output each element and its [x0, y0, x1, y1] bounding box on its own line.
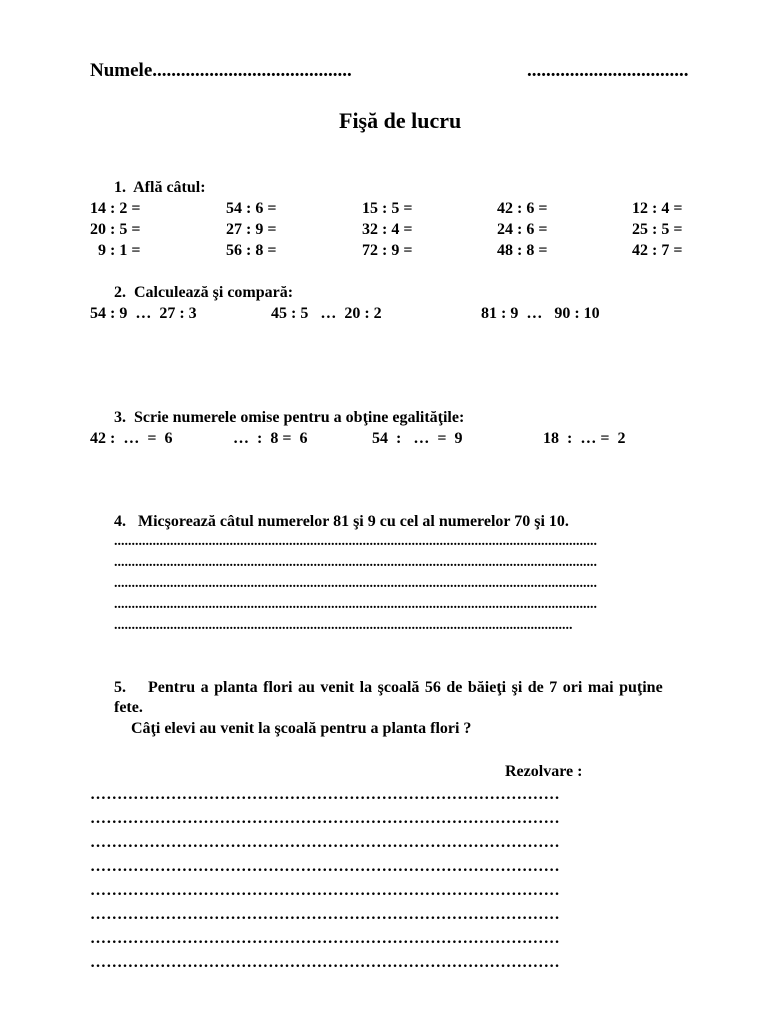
solution-line: …………………………………………………………………………… — [90, 858, 560, 875]
answer-line: .......................................................................................................................................... — [114, 534, 597, 549]
ex1-cell: 14 : 2 = — [90, 200, 141, 217]
solution-line: …………………………………………………………………………… — [90, 834, 560, 851]
ex1-cell: 54 : 6 = — [226, 200, 277, 217]
ex1-cell: 42 : 6 = — [497, 200, 548, 217]
ex1-cell: 56 : 8 = — [226, 242, 277, 259]
ex1-cell: 15 : 5 = — [362, 200, 413, 217]
right-blank-field: .................................. — [527, 60, 689, 81]
ex1-cell: 12 : 4 = — [632, 200, 683, 217]
solution-line: …………………………………………………………………………… — [90, 930, 560, 947]
ex1-cell: 27 : 9 = — [226, 221, 277, 238]
solution-label: Rezolvare : — [505, 763, 583, 780]
ex3-item: 18 : … = 2 — [543, 430, 626, 447]
solution-line: …………………………………………………………………………… — [90, 786, 560, 803]
exercise-5-question: Câţi elevi au venit la şcoală pentru a planta flori ? — [131, 720, 472, 737]
ex1-cell: 20 : 5 = — [90, 221, 141, 238]
exercise-5-line-1: 5. Pentru a planta flori au venit la şcoală 56 de băieţi şi de 7 ori mai puţine — [114, 679, 663, 696]
name-field-label: Numele.......................................... — [90, 60, 352, 81]
ex2-item: 45 : 5 … 20 : 2 — [271, 305, 382, 322]
exercise-5-line-2: fete. — [114, 699, 143, 716]
exercise-4-heading: 4. Micşorează câtul numerelor 81 şi 9 cu cel al numerelor 70 şi 10. — [114, 513, 569, 530]
ex3-item: 42 : … = 6 — [90, 430, 173, 447]
ex1-cell: 32 : 4 = — [362, 221, 413, 238]
solution-line: …………………………………………………………………………… — [90, 810, 560, 827]
answer-line: .......................................................................................................................................... — [114, 597, 597, 612]
page-title: Fişă de lucru — [339, 108, 462, 133]
ex1-cell: 48 : 8 = — [497, 242, 548, 259]
ex1-cell: 72 : 9 = — [362, 242, 413, 259]
ex3-item: 54 : … = 9 — [372, 430, 463, 447]
ex1-cell: 24 : 6 = — [497, 221, 548, 238]
ex2-item: 54 : 9 … 27 : 3 — [90, 305, 197, 322]
solution-line: …………………………………………………………………………… — [90, 954, 560, 971]
ex1-cell: 9 : 1 = — [90, 242, 141, 259]
exercise-1-heading: 1. Află câtul: — [114, 179, 206, 196]
ex1-cell: 25 : 5 = — [632, 221, 683, 238]
ex1-cell: 42 : 7 = — [632, 242, 683, 259]
answer-line: ................................................................................................................................... — [114, 618, 573, 633]
ex3-item: … : 8 = 6 — [233, 430, 308, 447]
ex2-item: 81 : 9 … 90 : 10 — [481, 305, 600, 322]
exercise-2-heading: 2. Calculează şi compară: — [114, 284, 294, 301]
solution-line: …………………………………………………………………………… — [90, 906, 560, 923]
solution-line: …………………………………………………………………………… — [90, 882, 560, 899]
exercise-3-heading: 3. Scrie numerele omise pentru a obţine egalităţile: — [114, 409, 465, 426]
answer-line: .......................................................................................................................................... — [114, 576, 597, 591]
answer-line: .......................................................................................................................................... — [114, 555, 597, 570]
